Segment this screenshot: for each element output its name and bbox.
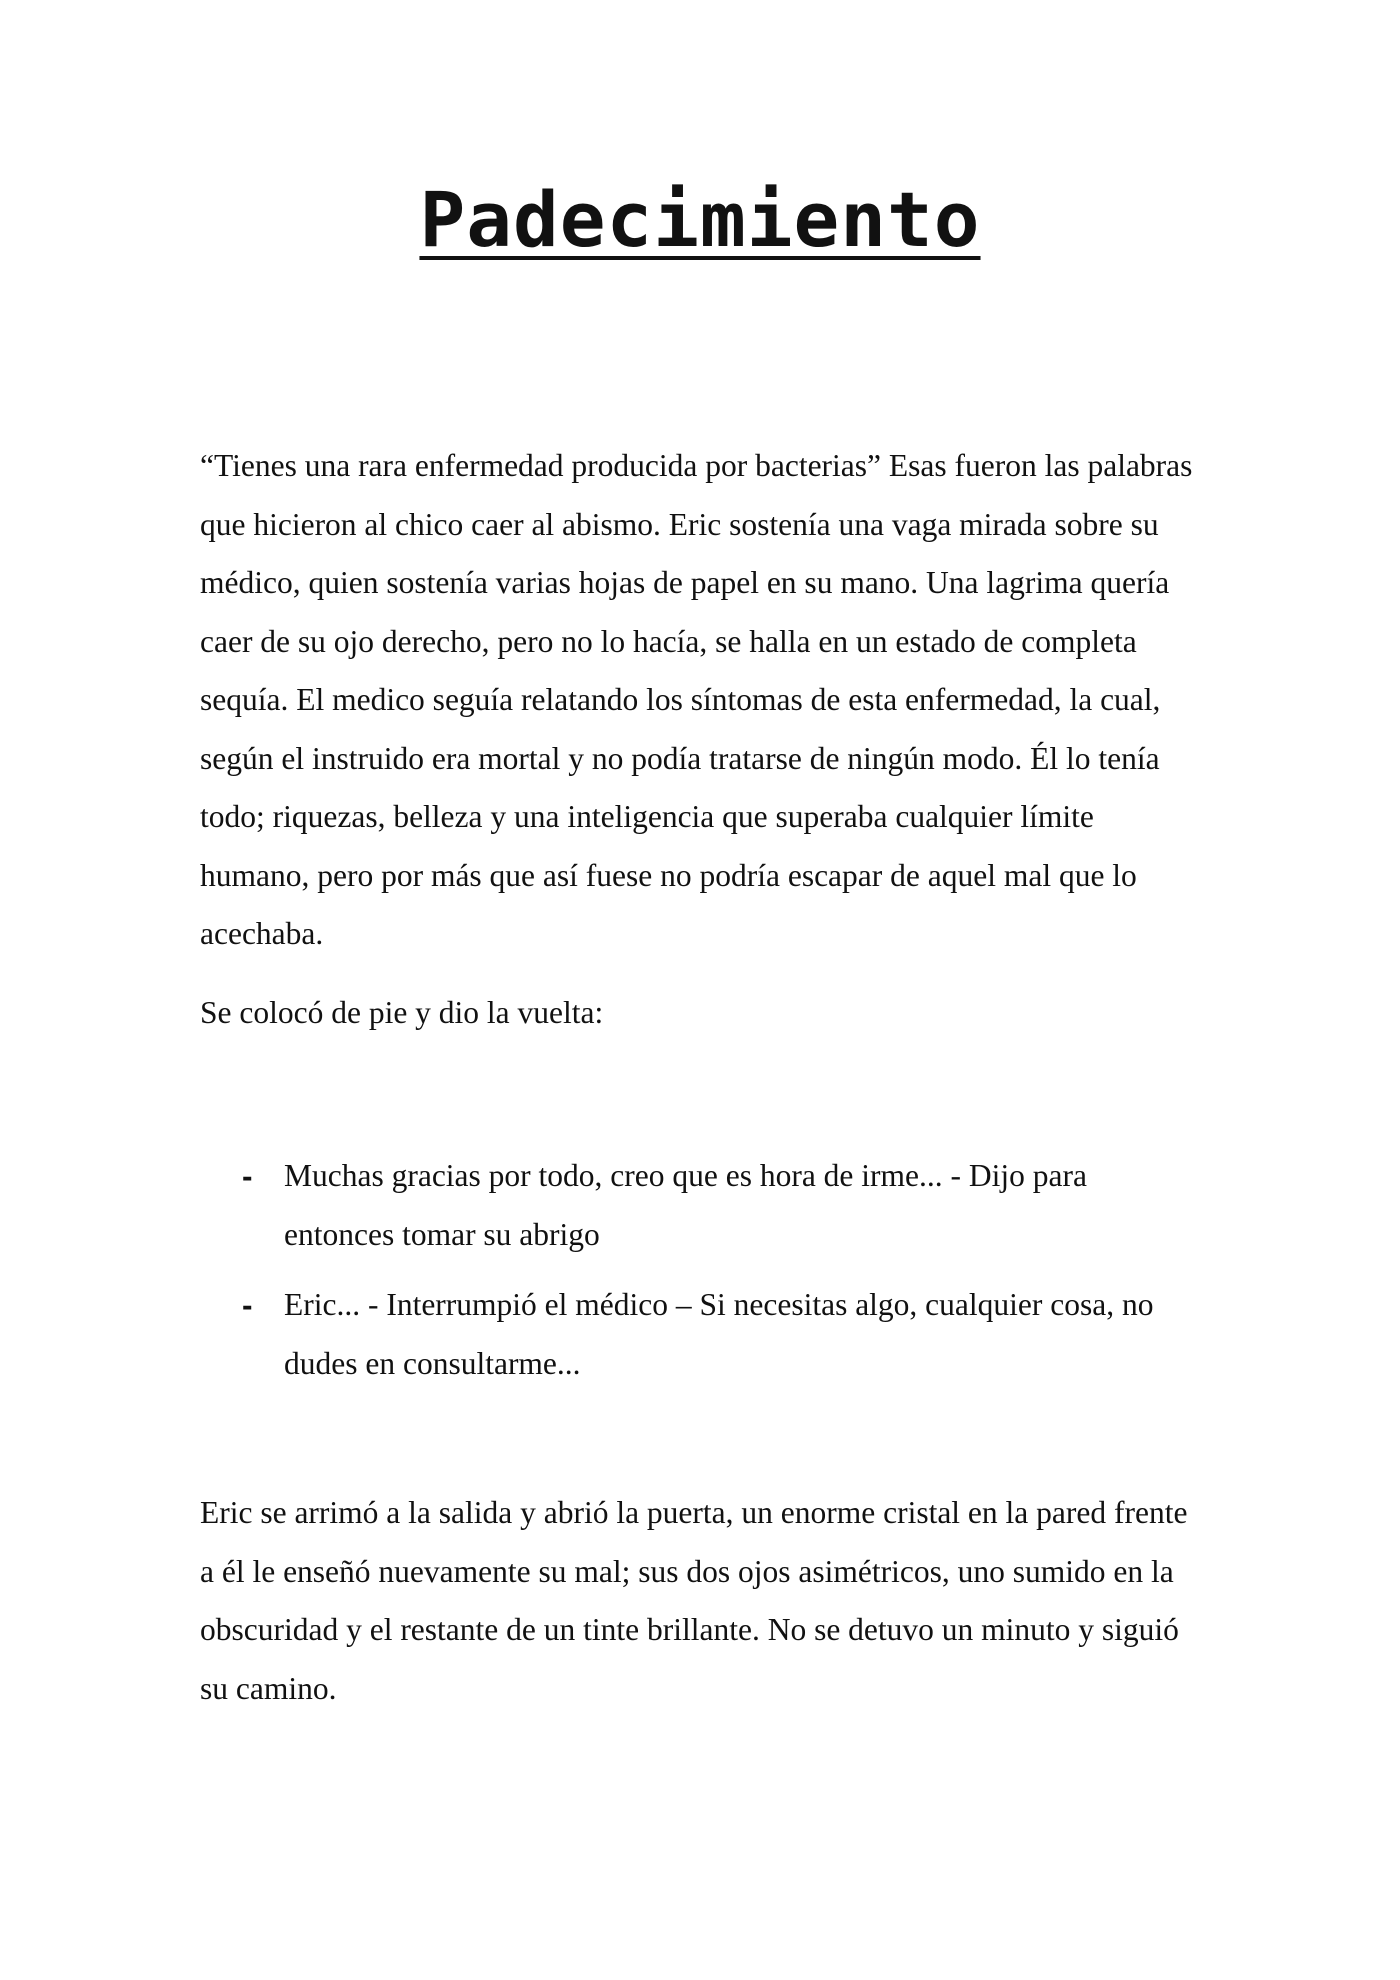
dialog-dash: - — [242, 1158, 253, 1194]
paragraph-stands-up: Se colocó de pie y dio la vuelta: — [200, 995, 604, 1030]
dialog-text: Muchas gracias por todo, creo que es hora de irme... - Dijo para entonces tomar su abrigo — [284, 1158, 1087, 1252]
dialog-line — [200, 1276, 1205, 1393]
document-title: Padecimiento — [419, 175, 981, 264]
dialog-text: Eric... - Interrumpió el médico – Si necesitas algo, cualquier cosa, no dudes en consultarme... — [284, 1287, 1154, 1381]
dialog-dash: - — [242, 1287, 253, 1323]
dialog-line — [200, 1147, 1205, 1264]
paragraph-intro: “Tienes una rara enfermedad producida por bacterias” Esas fueron las palabras que hicieron al chico caer al abismo. Eric sostenía una vaga mirada sobre su médico, quien sostenía varias hojas de papel en su mano. Una lagrima quería caer de su ojo derecho, pero no lo hacía, se halla en un estado de completa sequía. El medico seguía relatando los síntomas de esta enfermedad, la cual, según el instruido era mortal y no podía tratarse de ningún modo. Él lo tenía todo; riquezas, belleza y una inteligencia que superaba cualquier límite humano, pero por más que así fuese no podría escapar de aquel mal que lo acechaba. — [200, 448, 1193, 951]
paragraph-closing: Eric se arrimó a la salida y abrió la puerta, un enorme cristal en la pared frente a él le enseñó nuevamente su mal; sus dos ojos asimétricos, uno sumido en la obscuridad y el restante de un tinte brillante. No se detuvo un minuto y siguió su camino. — [200, 1495, 1188, 1706]
dialog-list — [200, 1147, 1205, 1405]
